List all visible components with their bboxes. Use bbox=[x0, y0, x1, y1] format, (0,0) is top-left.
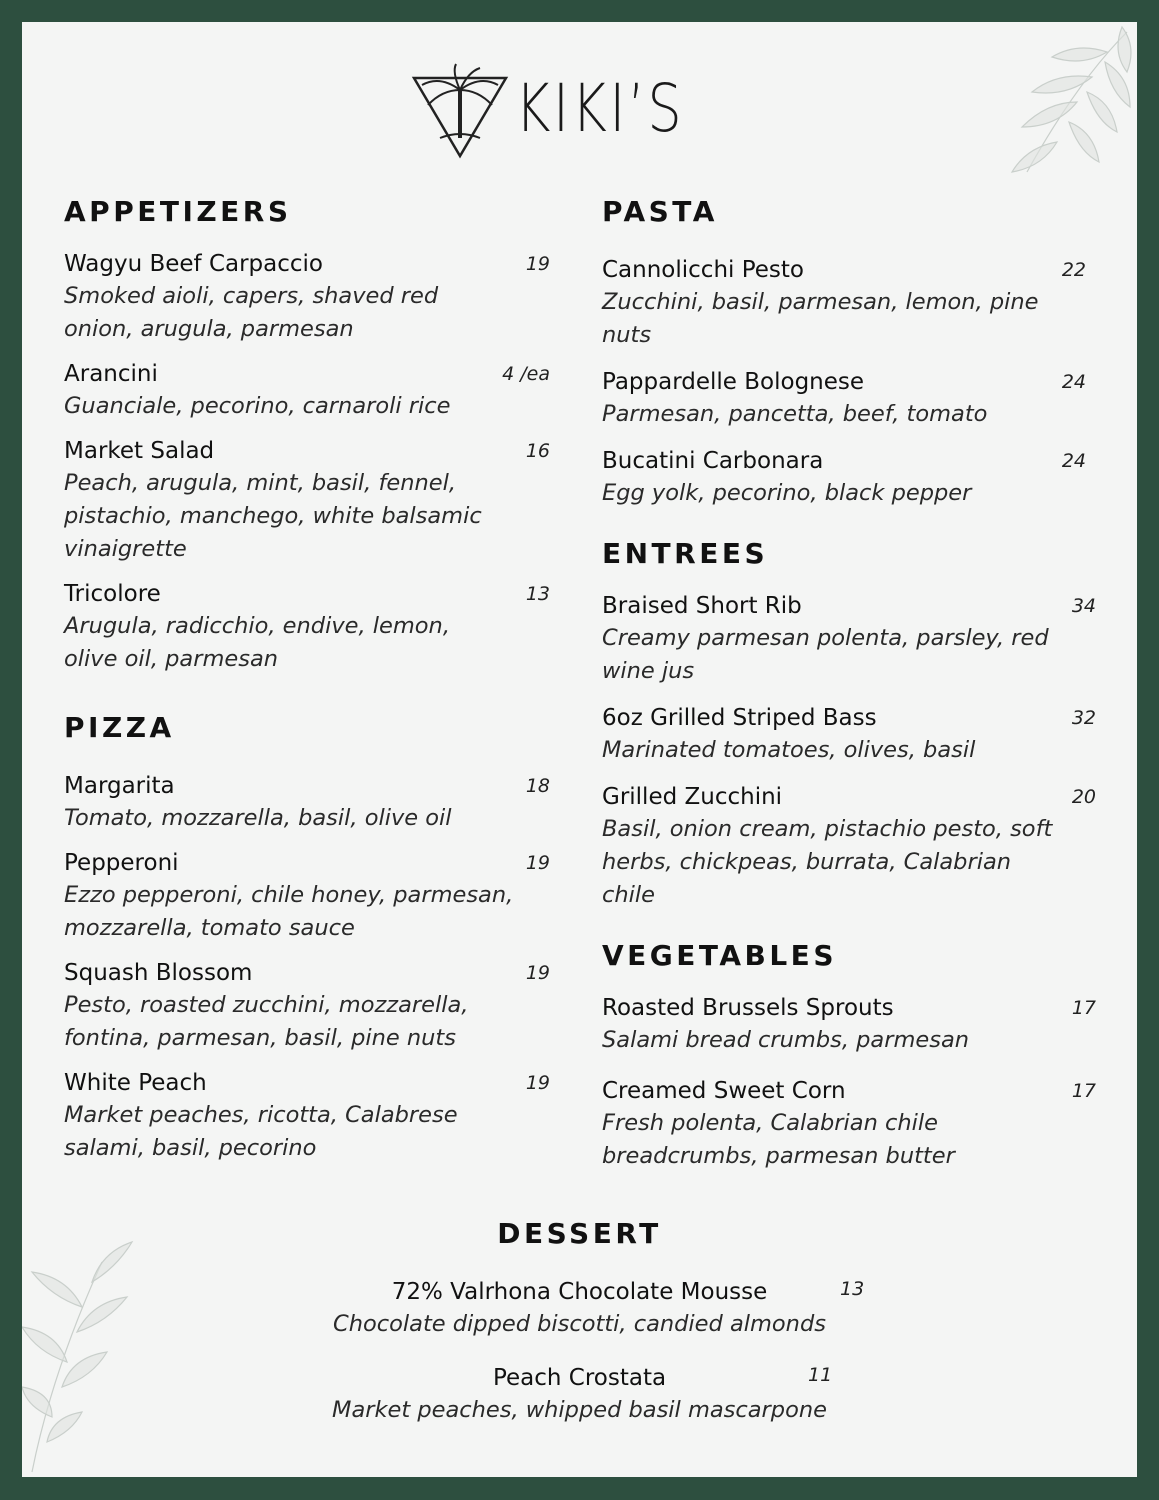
item-price: 24 bbox=[1061, 371, 1086, 393]
item-name: Bucatini Carbonara bbox=[602, 448, 824, 474]
item-description: Ezzo pepperoni, chile honey, parmesan, mozzarella, tomato sauce bbox=[64, 882, 514, 941]
section-title-pasta: PASTA bbox=[602, 195, 718, 228]
item-price: 19 bbox=[525, 253, 550, 275]
item-name: Creamed Sweet Corn bbox=[602, 1078, 846, 1104]
item-name: Arancini bbox=[64, 361, 158, 387]
menu-item bbox=[64, 1067, 550, 1165]
menu-item bbox=[64, 578, 550, 676]
item-description: Parmesan, pancetta, beef, tomato bbox=[602, 401, 988, 427]
menu-item bbox=[602, 702, 1096, 767]
item-description: Pesto, roasted zucchini, mozzarella, fontina, parmesan, basil, pine nuts bbox=[64, 992, 469, 1051]
menu-item bbox=[602, 590, 1096, 688]
item-price: 13 bbox=[840, 1278, 865, 1300]
item-name: Peach Crostata bbox=[492, 1365, 667, 1391]
menu-item bbox=[22, 1276, 1137, 1341]
menu-item bbox=[64, 435, 550, 566]
menu-item bbox=[64, 957, 550, 1055]
item-description: Basil, onion cream, pistachio pesto, soft herbs, chickpeas, burrata, Calabrian chile bbox=[602, 816, 1053, 908]
menu-item bbox=[64, 248, 550, 346]
menu-column-left bbox=[64, 190, 550, 1165]
item-name: Pappardelle Bolognese bbox=[602, 369, 865, 395]
item-price: 22 bbox=[1061, 259, 1086, 281]
section-title-dessert: DESSERT bbox=[497, 1217, 662, 1250]
item-name: Cannolicchi Pesto bbox=[602, 257, 805, 283]
item-name: Pepperoni bbox=[64, 850, 179, 876]
item-price: 32 bbox=[1071, 707, 1096, 729]
section-title-pizza: PIZZA bbox=[64, 711, 175, 744]
item-name: Market Salad bbox=[64, 438, 215, 464]
item-name: Squash Blossom bbox=[64, 960, 253, 986]
item-price: 4 /ea bbox=[502, 363, 550, 385]
item-description: Marinated tomatoes, olives, basil bbox=[602, 737, 976, 763]
item-price: 18 bbox=[525, 775, 550, 797]
item-price: 19 bbox=[525, 1072, 550, 1094]
item-name: Roasted Brussels Sprouts bbox=[602, 995, 894, 1021]
menu-item bbox=[602, 445, 1096, 510]
item-name: White Peach bbox=[64, 1070, 207, 1096]
item-description: Smoked aioli, capers, shaved red onion, arugula, parmesan bbox=[64, 283, 439, 342]
menu-item bbox=[602, 366, 1096, 431]
menu-item bbox=[22, 1362, 1137, 1427]
item-name: Grilled Zucchini bbox=[602, 784, 783, 810]
menu-item bbox=[602, 254, 1096, 352]
leaf-decoration-bottom-left bbox=[22, 1222, 142, 1477]
menu-item bbox=[64, 847, 550, 945]
item-description: Chocolate dipped biscotti, candied almonds bbox=[333, 1311, 826, 1337]
item-description: Salami bread crumbs, parmesan bbox=[602, 1027, 969, 1053]
item-description: Zucchini, basil, parmesan, lemon, pine nuts bbox=[602, 289, 1039, 348]
item-price: 16 bbox=[525, 440, 550, 462]
menu-page bbox=[22, 22, 1137, 1477]
item-name: Braised Short Rib bbox=[602, 593, 802, 619]
item-description: Egg yolk, pecorino, black pepper bbox=[602, 480, 972, 506]
menu-column-right bbox=[602, 190, 1096, 1173]
section-title-vegetables: VEGETABLES bbox=[602, 939, 837, 972]
item-description: Arugula, radicchio, endive, lemon, olive oil, parmesan bbox=[64, 613, 450, 672]
item-description: Peach, arugula, mint, basil, fennel, pistachio, manchego, white balsamic vinaigrette bbox=[64, 470, 482, 562]
item-price: 19 bbox=[525, 852, 550, 874]
menu-item bbox=[64, 358, 550, 423]
item-description: Market peaches, whipped basil mascarpone bbox=[332, 1397, 827, 1423]
item-name: Tricolore bbox=[64, 581, 161, 607]
menu-item bbox=[64, 770, 550, 835]
item-price: 17 bbox=[1071, 997, 1096, 1019]
brand-name: KIKI’S bbox=[515, 70, 685, 147]
section-title-entrees: ENTREES bbox=[602, 537, 769, 570]
menu-item bbox=[602, 1075, 1096, 1173]
item-name: 72% Valrhona Chocolate Mousse bbox=[391, 1279, 768, 1305]
item-description: Guanciale, pecorino, carnaroli rice bbox=[64, 393, 451, 419]
item-price: 24 bbox=[1061, 450, 1086, 472]
menu-item bbox=[602, 992, 1096, 1057]
item-price: 34 bbox=[1071, 595, 1096, 617]
item-description: Creamy parmesan polenta, parsley, red wine jus bbox=[602, 625, 1049, 684]
item-name: Margarita bbox=[64, 773, 175, 799]
item-description: Market peaches, ricotta, Calabrese salami, basil, pecorino bbox=[64, 1102, 458, 1161]
item-price: 17 bbox=[1071, 1080, 1096, 1102]
item-price: 20 bbox=[1071, 786, 1096, 808]
item-name: Wagyu Beef Carpaccio bbox=[64, 251, 324, 277]
item-description: Fresh polenta, Calabrian chile breadcrumbs, parmesan butter bbox=[602, 1110, 955, 1169]
menu-item bbox=[602, 781, 1096, 912]
item-price: 11 bbox=[808, 1364, 833, 1386]
item-price: 19 bbox=[525, 962, 550, 984]
palm-tree-triangle-icon bbox=[410, 60, 510, 160]
item-price: 13 bbox=[525, 583, 550, 605]
item-name: 6oz Grilled Striped Bass bbox=[602, 705, 877, 731]
brand-logo bbox=[410, 60, 750, 160]
dessert-section bbox=[22, 1212, 1137, 1256]
section-title-appetizers: APPETIZERS bbox=[64, 195, 292, 228]
item-description: Tomato, mozzarella, basil, olive oil bbox=[64, 805, 452, 831]
